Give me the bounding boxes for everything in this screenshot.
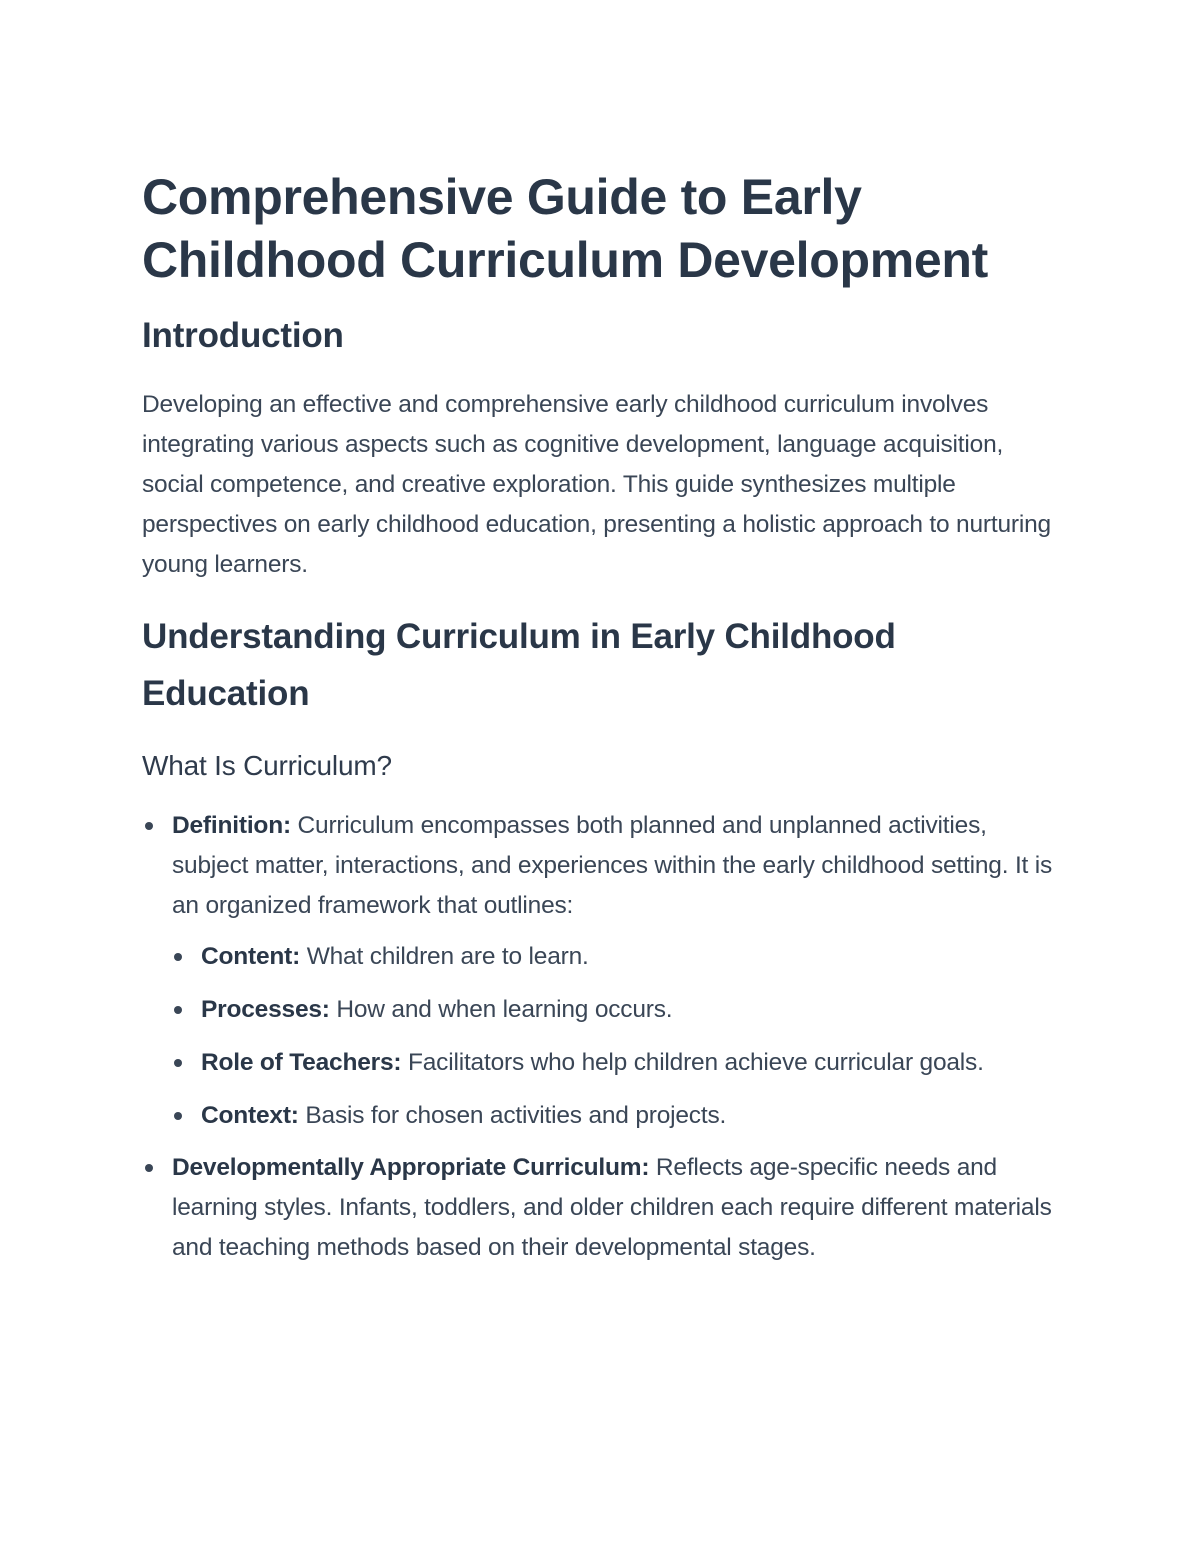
definition-sublist — [172, 937, 1062, 1136]
bullet-icon — [145, 822, 153, 830]
bullet-icon — [145, 1164, 153, 1172]
list-item-developmentally-appropriate — [142, 1148, 1062, 1268]
list-item-text: Reflects age-specific needs and learning styles. Infants, toddlers, and older children each require different materials and teaching methods based on their developmental stages. — [172, 1154, 1052, 1261]
sublist-item-processes — [172, 990, 1062, 1030]
sublist-item-text: How and when learning occurs. — [329, 996, 673, 1023]
sublist-item-text: Basis for chosen activities and projects. — [298, 1102, 727, 1129]
sublist-item-term: Content: — [201, 943, 301, 970]
curriculum-list — [142, 806, 1062, 1268]
sublist-item-text: Facilitators who help children achieve curricular goals. — [401, 1049, 984, 1076]
list-item-term: Definition: — [172, 812, 291, 839]
understanding-curriculum-heading: Understanding Curriculum in Early Childhood Education — [142, 617, 896, 713]
sublist-item-term: Processes: — [201, 996, 330, 1023]
list-item-text: Curriculum encompasses both planned and unplanned activities, subject matter, interactions, and experiences within the early childhood setting. It is an organized framework that outlines: — [172, 812, 1053, 919]
introduction-heading: Introduction — [142, 316, 344, 355]
sublist-item-content — [172, 937, 1062, 977]
sublist-item-role-of-teachers — [172, 1043, 1062, 1083]
bullet-icon — [174, 1059, 182, 1067]
bullet-icon — [174, 1112, 182, 1120]
document-page — [142, 166, 1062, 1268]
page-title: Comprehensive Guide to Early Childhood Curriculum Development — [142, 169, 988, 288]
sublist-item-context — [172, 1096, 1062, 1136]
what-is-curriculum-subheading: What Is Curriculum? — [142, 750, 392, 781]
list-item-definition — [142, 806, 1062, 1136]
sublist-item-text: What children are to learn. — [300, 943, 589, 970]
bullet-icon — [174, 1006, 182, 1014]
bullet-icon — [174, 953, 182, 961]
list-item-term: Developmentally Appropriate Curriculum: — [172, 1154, 650, 1181]
sublist-item-term: Role of Teachers: — [201, 1049, 402, 1076]
sublist-item-term: Context: — [201, 1102, 299, 1129]
introduction-paragraph: Developing an effective and comprehensive early childhood curriculum involves integrating various aspects such as cognitive development, language acquisition, social competence, and creative exploration. This guide synthesizes multiple perspectives on early childhood education, presenting a holistic approach to nurturing young learners. — [142, 391, 1051, 578]
